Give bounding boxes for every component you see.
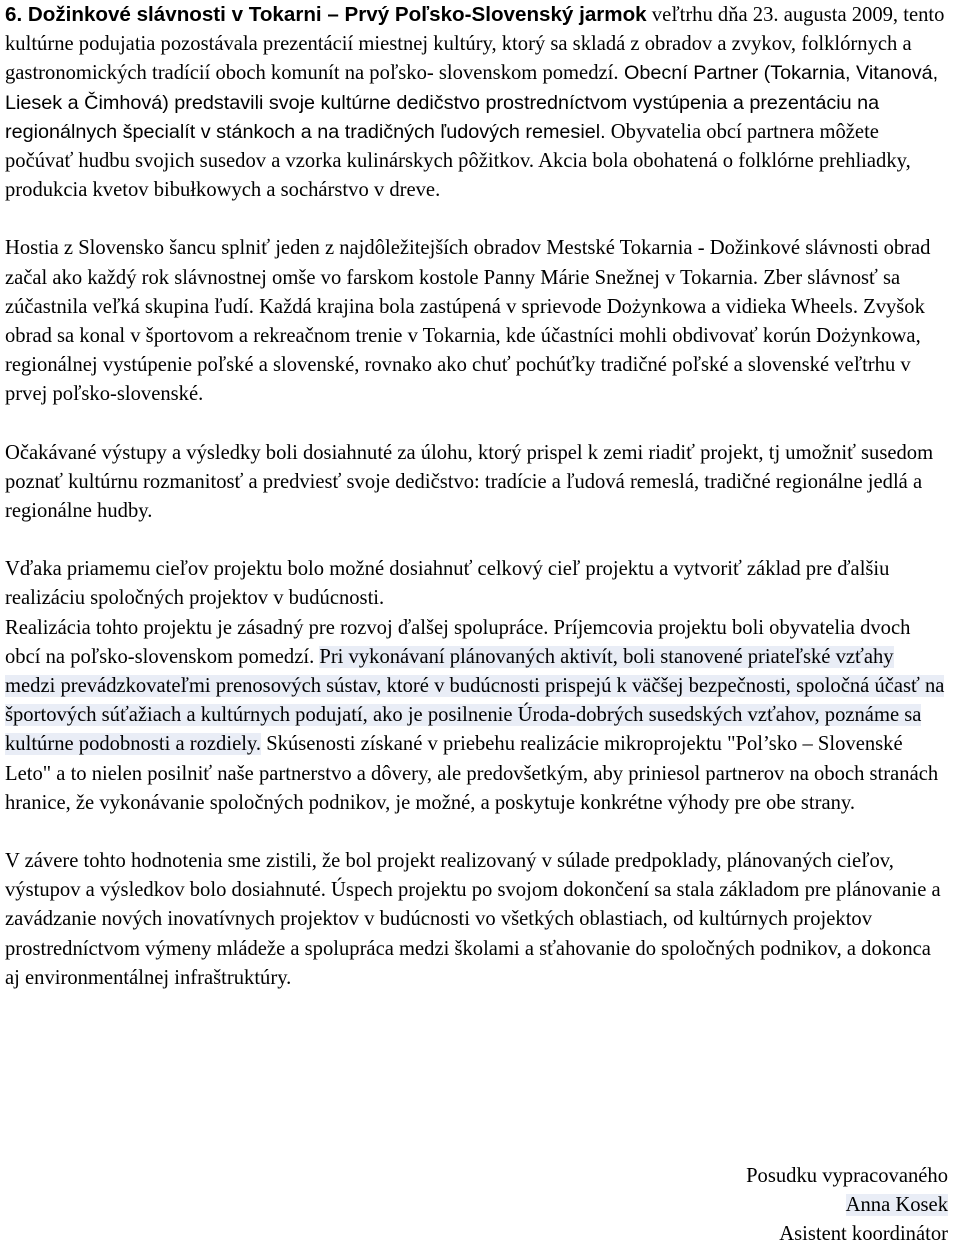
intro-text-end: slovenskom pomedzí. — [438, 62, 619, 85]
partners-text: Obecní Partner (Tokarnia, Vitanová, Liesek a Čimhová) predstavili svoje kultúrne dedičstvo prostredníctvom vystúpenia a prezentáciu na regionálnych špecialít v stánkoch a na tradičných ľudových remesiel. — [5, 62, 939, 143]
success-text: Úspech projektu po svojom dokončení sa stala základom pre plánovanie a zavádzanie nových inovatívnych projektov v budúcnosti vo všetkých oblastiach, od kultúrnych projektov prostredníctvom výmeny mládeže a spolupráca medzi školami a sťahovanie do spoločných podnikov, a dokonca aj environmentálnej infraštruktúry. — [5, 879, 941, 989]
paragraph-spacer — [5, 526, 948, 555]
cooperation-text: Realizácia tohto projektu je zásadný pre rozvoj ďalšej spolupráce. Príjemcovia projektu boli obyvatelia dvoch obcí na poľsko-slovenskom pomedzí. — [5, 616, 911, 668]
experience-text: Skúsenosti získané v priebehu realizácie mikroprojektu "Pol’sko – Slovenské Leto" a to nielen posilniť naše partnerstvo a dôvery, ale predovšetkým, aby priniesol partnerov na oboch stranách hranice, že vykonávanie spoločných podnikov, je možné, a poskytuje konkrétne výhody pre obe strany. — [5, 733, 939, 814]
signature-name: Anna Kosek — [845, 1194, 948, 1217]
paragraph-spacer — [5, 410, 948, 439]
paragraph-spacer — [5, 818, 948, 847]
paragraph-goals: Vďaka priamemu cieľov projektu bolo možné dosiahnuť celkový cieľ projektu a vytvoriť základ pre ďalšiu realizáciu spoločných projektov v budúcnosti. — [5, 558, 890, 610]
paragraph-intro — [5, 0, 948, 205]
intro-text: veľtrhu dňa 23. augusta 2009, tento kultúrne podujatia pozostávala prezentácií miestnej kultúry, ktorý sa skladá z obradov a zvykov, folklórnych a gastronomických tradícií oboch komunít na poľsko- — [5, 4, 945, 85]
signature-role: Asistent koordinátor — [779, 1223, 948, 1246]
paragraph-conclusion — [5, 847, 948, 993]
signature-block — [746, 1162, 948, 1250]
paragraph-guests: Hostia z Slovensko šancu splniť jeden z najdôležitejších obradov Mestské Tokarnia - Dožinkové slávnosti obrad začal ako každý rok slávnostnej omše vo farskom kostole Panny Márie Snežnej v Tokarnia. Zber slávnosť sa zúčastnila veľká skupina ľudí. Každá krajina bola zastúpená v sprievode Dożynkowa a vidieka Wheels. Zvyšok obrad sa konal v športovom a rekreačnom trenie v Tokarnia, kde účastníci mohli obdivovať korún Dożynkowa, regionálnej vystúpenie poľské a slovenské, rovnako ako chuť pochúťky tradičné poľské a slovenské veľtrhu v prvej poľsko-slovenské. — [5, 237, 931, 406]
section-heading: 6. Dožinkové slávnosti v Tokarni – Prvý Poľsko-Slovenský jarmok — [5, 3, 647, 26]
event-text: Obyvatelia obcí partnera môžete počúvať hudbu svojich susedov a vzorka kulinárskych pôžitkov. Akcia bola obohatená o folklórne prehliadky, produkcia kvetov bibułkowych a sochárstvo v dreve. — [5, 120, 911, 202]
highlighted-text: Pri vykonávaní plánovaných aktivít, boli stanovené priateľské vzťahy medzi prevádzkovateľmi prenosových sústav, ktoré v budúcnosti prispejú k väčšej bezpečnosti, spoločná účasť na športových súťažiach a kultúrnych podujatí, ako je posilnenie Úroda-dobrých susedských vzťahov, poznáme sa kultúrne podobnosti a rozdiely. — [5, 645, 945, 756]
signature-prepared-by: Posudku vypracovaného — [746, 1165, 948, 1187]
paragraph-spacer — [5, 205, 948, 234]
paragraph-cooperation — [5, 614, 948, 818]
paragraph-outputs: Očakávané výstupy a výsledky boli dosiahnuté za úlohu, ktorý prispel k zemi riadiť projekt, tj umožniť susedom poznať kultúrnu rozmanitosť a predviesť svoje dedičstvo: tradície a ľudová remeslá, tradičné regionálne jedlá a regionálne hudby. — [5, 441, 934, 523]
conclusion-text: V závere tohto hodnotenia sme zistili, že bol projekt realizovaný v súlade predpoklady, plánovaných cieľov, výstupov a výsledkov bolo dosiahnuté. — [5, 850, 894, 902]
